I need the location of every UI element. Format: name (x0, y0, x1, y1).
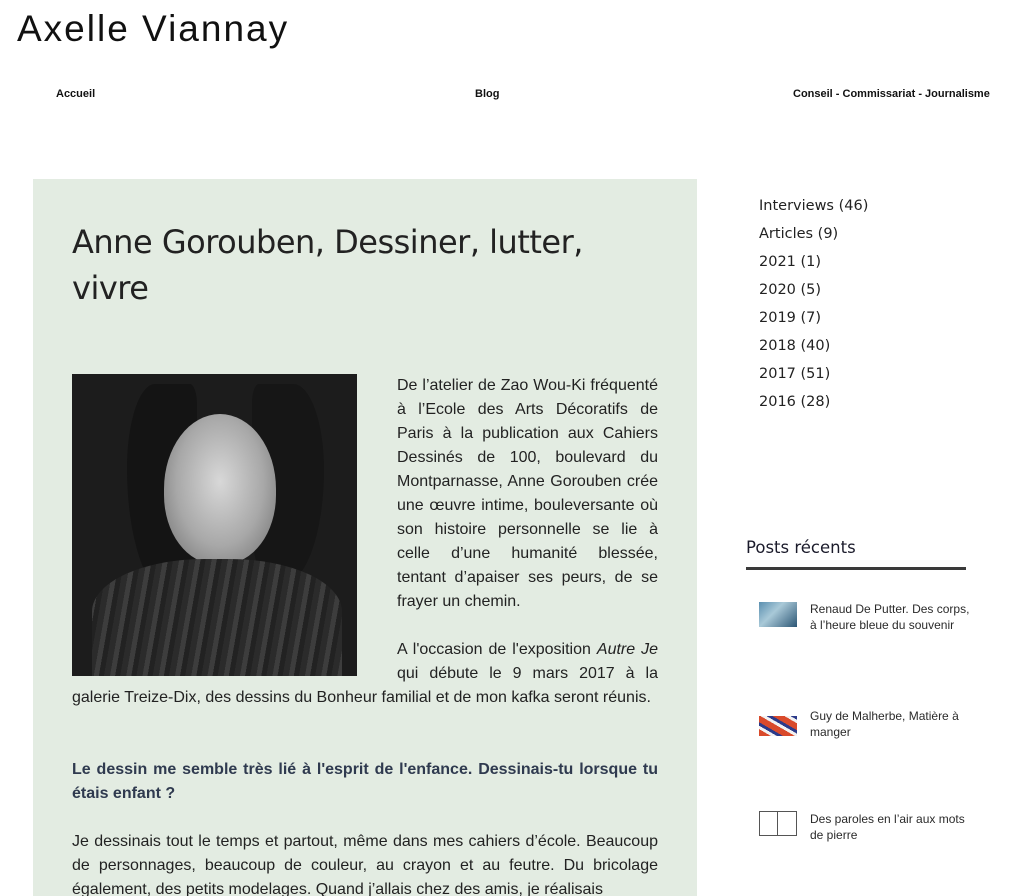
site-title[interactable]: Axelle Viannay (17, 8, 290, 49)
post-answer-paragraph: Je dessinais tout le temps et partout, même dans mes cahiers d’école. Beaucoup de personnages, beaucoup de couleur, au crayon et au feutre. Du bricolage également, des petits modelages. Quand j’allais chez des amis, je réalisais (72, 833, 658, 896)
post-title: Anne Gorouben, Dessiner, lutter, vivre (72, 223, 583, 307)
recent-post-thumbnail[interactable] (759, 716, 797, 736)
expo-text-after: qui débute le 9 mars 2017 à la galerie Treize-Dix, des dessins du Bonheur familial et de mon kafka seront réunis. (72, 665, 658, 706)
recent-post-title[interactable]: Des paroles en l’air aux mots de pierre (810, 812, 965, 842)
post-intro-paragraph: De l’atelier de Zao Wou-Ki fréquenté à l’Ecole des Arts Décoratifs de Paris à la publication aux Cahiers Dessinés de 100, boulevard du Montparnasse, Anne Gorouben crée une œuvre intime, bouleversante où son histoire personnelle se lie à celle d’une humanité blessée, tentant d’apaiser ses peurs, de se frayer un chemin. (397, 377, 658, 610)
recent-post-title[interactable]: Guy de Malherbe, Matière à manger (810, 709, 959, 739)
archive-item-2016[interactable]: 2016 (28) (759, 394, 831, 410)
expo-title: Autre Je (596, 641, 659, 658)
post-portrait-image (72, 374, 357, 676)
archive-item-articles[interactable]: Articles (9) (759, 226, 839, 242)
nav-item-blog[interactable]: Blog (475, 88, 500, 100)
post-question: Le dessin me semble très lié à l'esprit de l'enfance. Dessinais-tu lorsque tu étais enfant ? (72, 761, 658, 802)
recent-post-thumbnail[interactable] (759, 811, 797, 836)
post-body (72, 374, 658, 896)
recent-posts-heading: Posts récents (746, 538, 856, 557)
post-panel (33, 179, 697, 896)
archive-item-2020[interactable]: 2020 (5) (759, 282, 822, 298)
recent-posts-divider (746, 567, 966, 570)
recent-post-thumbnail[interactable] (759, 602, 797, 627)
archive-item-2018[interactable]: 2018 (40) (759, 338, 831, 354)
archive-item-interviews[interactable]: Interviews (46) (759, 198, 869, 214)
archive-item-2019[interactable]: 2019 (7) (759, 310, 822, 326)
recent-post-title[interactable]: Renaud De Putter. Des corps, à l’heure bleue du souvenir (810, 602, 970, 632)
archive-list (759, 192, 868, 416)
nav-item-accueil[interactable]: Accueil (56, 88, 96, 100)
archive-item-2017[interactable]: 2017 (51) (759, 366, 831, 382)
nav-item-conseil[interactable]: Conseil - Commissariat - Journalisme (793, 88, 990, 100)
expo-text-before: A l'occasion de l'exposition (397, 641, 597, 658)
archive-item-2021[interactable]: 2021 (1) (759, 254, 822, 270)
